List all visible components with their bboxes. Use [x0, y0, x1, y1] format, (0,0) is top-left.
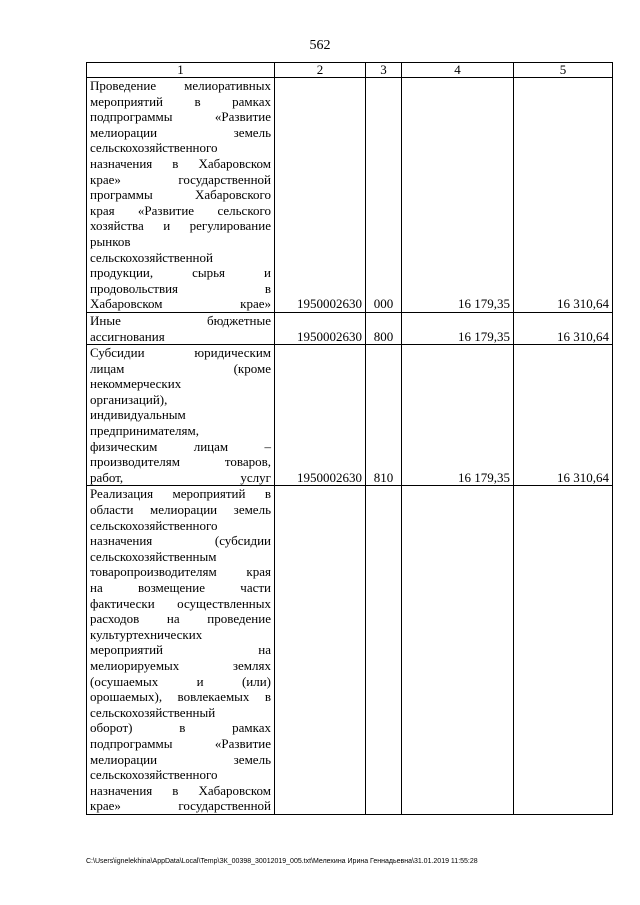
expense-type-code: 000	[366, 78, 402, 313]
description-line: Проведение мелиоративных	[90, 78, 271, 93]
table-row	[87, 78, 613, 313]
description-line: фактически осуществленных	[90, 595, 271, 611]
description-line: организаций),	[90, 391, 168, 407]
column-header: 5	[514, 63, 613, 78]
description-line: мелиорируемых землях	[90, 657, 271, 673]
description-line: Хабаровском крае»	[90, 296, 271, 312]
amount-year-2: 16 310,64	[514, 312, 613, 344]
description-line: товаропроизводителям края	[90, 564, 271, 580]
column-header: 1	[87, 63, 275, 78]
description-line: сельскохозяйственного	[90, 517, 218, 533]
description-line: хозяйства и регулирование	[90, 218, 271, 234]
description-line: физическим лицам –	[90, 438, 271, 454]
description-line: сельскохозяйственным	[90, 548, 217, 564]
target-article-code: 1950002630	[275, 78, 366, 313]
page-number: 562	[309, 38, 331, 53]
table-row	[87, 312, 613, 344]
amount-year-1	[402, 486, 514, 814]
description-line: оборот) в рамках	[90, 720, 271, 736]
expense-type-code: 800	[366, 312, 402, 344]
description-line: лицам (кроме	[90, 360, 271, 376]
amount-year-2	[514, 486, 613, 814]
amount-year-1: 16 179,35	[402, 312, 514, 344]
description-line: назначения в Хабаровском	[90, 782, 271, 798]
description-line: орошаемых), вовлекаемых в	[90, 689, 271, 705]
amount-year-2: 16 310,64	[514, 345, 613, 486]
description-line: подпрограммы «Развитие	[90, 735, 271, 751]
description-line: назначения (субсидии	[90, 533, 271, 549]
amount-year-2: 16 310,64	[514, 78, 613, 313]
file-path-footer: C:\Users\ignelekhina\AppData\Local\Temp\ЗК_00398_30012019_005.txt\Мелехина Ирина Геннадьевна\31.01.2019 11:55:28	[86, 858, 478, 865]
description-line: Субсидии юридическим	[90, 345, 271, 361]
target-article-code: 1950002630	[275, 345, 366, 486]
description-line: ассигнования	[90, 328, 165, 344]
row-description	[87, 345, 275, 486]
description-line: подпрограммы «Развитие	[90, 109, 271, 125]
table-row	[87, 486, 613, 814]
description-line: сельскохозяйственный	[90, 704, 216, 720]
description-line: культуртехнических	[90, 626, 203, 642]
target-article-code: 1950002630	[275, 312, 366, 344]
amount-year-1: 16 179,35	[402, 345, 514, 486]
description-line: мелиорации земель	[90, 751, 271, 767]
description-line: программы Хабаровского	[90, 187, 271, 203]
description-line: рынков	[90, 233, 131, 249]
description-line: некоммерческих	[90, 376, 182, 392]
description-line: продукции, сырья и	[90, 265, 271, 281]
description-line: работ, услуг	[90, 469, 271, 485]
table-header-row	[87, 63, 613, 78]
description-line: сельскохозяйственного	[90, 140, 218, 156]
description-line: производителям товаров,	[90, 454, 271, 470]
description-line: индивидуальным	[90, 407, 186, 423]
target-article-code	[275, 486, 366, 814]
row-description	[87, 486, 275, 814]
description-line: на возмещение части	[90, 580, 271, 595]
row-description	[87, 312, 275, 344]
description-line: крае» государственной	[90, 798, 271, 814]
description-line: сельскохозяйственного	[90, 767, 218, 783]
description-line: Иные бюджетные	[90, 312, 271, 328]
table-row	[87, 345, 613, 486]
row-description	[87, 78, 275, 313]
description-line: расходов на проведение	[90, 611, 271, 627]
description-line: крае» государственной	[90, 171, 271, 187]
description-line: сельскохозяйственной	[90, 249, 213, 265]
column-header: 3	[366, 63, 402, 78]
description-line: мероприятий в рамках	[90, 93, 271, 109]
description-line: продовольствия в	[90, 280, 271, 296]
description-line: назначения в Хабаровском	[90, 155, 271, 171]
description-line: мероприятий на	[90, 642, 271, 658]
expense-type-code: 810	[366, 345, 402, 486]
column-header: 2	[275, 63, 366, 78]
expense-type-code	[366, 486, 402, 814]
description-line: края «Развитие сельского	[90, 202, 271, 218]
column-header: 4	[402, 63, 514, 78]
description-line: предпринимателям,	[90, 423, 199, 439]
description-line: области мелиорации земель	[90, 502, 271, 518]
description-line: мелиорации земель	[90, 124, 271, 140]
description-line: Реализация мероприятий в	[90, 486, 271, 502]
description-line: (осушаемых и (или)	[90, 673, 271, 689]
budget-table	[86, 62, 613, 815]
amount-year-1: 16 179,35	[402, 78, 514, 313]
